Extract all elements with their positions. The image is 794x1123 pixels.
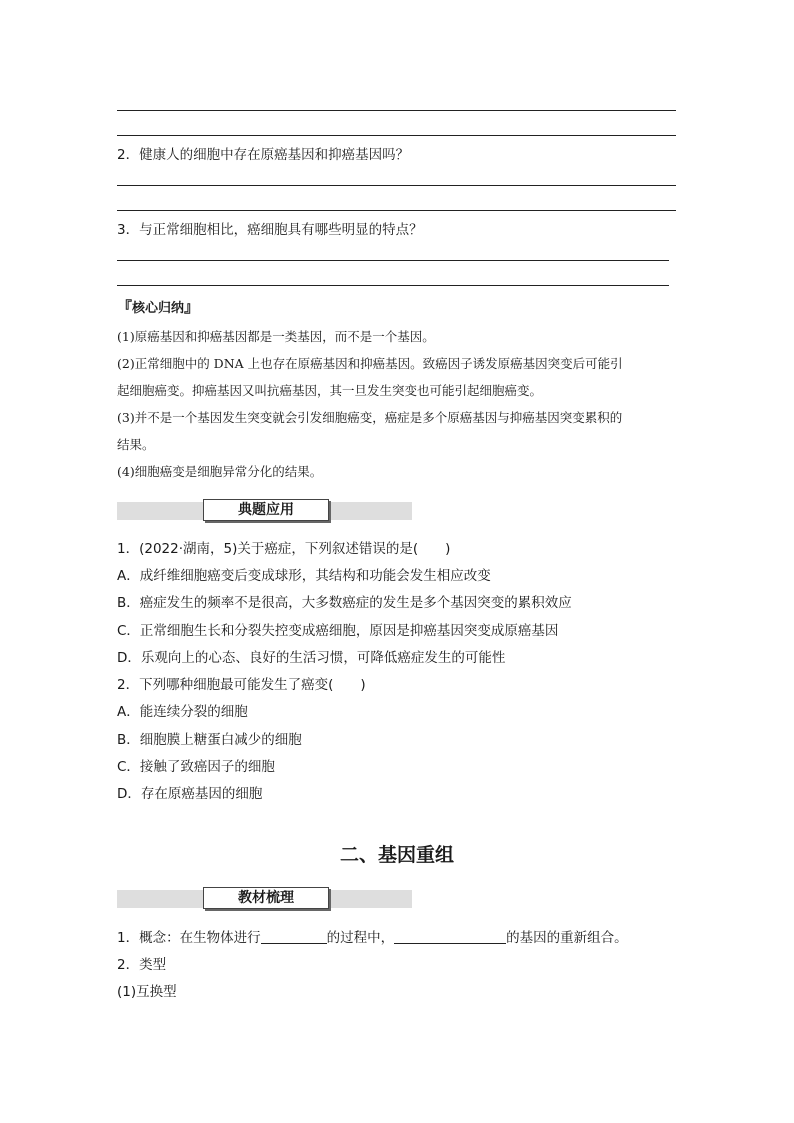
section-header-material xyxy=(117,890,412,908)
question-2: 2．健康人的细胞中存在原癌基因和抑癌基因吗？ xyxy=(117,147,410,163)
core-point-2-cont: 起细胞癌变。抑癌基因又叫抗癌基因，其一旦发生突变也可能引起细胞癌变。 xyxy=(117,383,543,398)
bracket-right-icon: 』 xyxy=(184,298,200,316)
option-c: C．接触了致癌因子的细胞 xyxy=(117,759,275,775)
core-point-3: (3)并不是一个基因发生突变就会引发细胞癌变，癌症是多个原癌基因与抑癌基因突变累积的 xyxy=(117,410,623,425)
answer-line xyxy=(117,135,676,136)
option-b: B．癌症发生的频率不是很高，大多数癌症的发生是多个基因突变的累积效应 xyxy=(117,595,572,611)
answer-line xyxy=(117,285,669,286)
answer-line xyxy=(117,110,676,111)
fill-blank[interactable] xyxy=(261,929,327,944)
question-1: 1．(2022·湖南，5)关于癌症，下列叙述错误的是( ) xyxy=(117,541,451,557)
option-b: B．细胞膜上糖蛋白减少的细胞 xyxy=(117,732,302,748)
core-summary-title: 『核心归纳』 xyxy=(117,298,200,316)
option-d: D．乐观向上的心态、良好的生活习惯，可降低癌症发生的可能性 xyxy=(117,650,506,666)
section-heading: 二、基因重组 xyxy=(339,844,454,866)
fill-blank[interactable] xyxy=(394,929,506,944)
core-point-3-cont: 结果。 xyxy=(117,437,155,452)
answer-line xyxy=(117,185,676,186)
section-label: 典题应用 xyxy=(203,499,329,521)
bracket-left-icon: 『 xyxy=(117,298,133,316)
type-heading: 2．类型 xyxy=(117,957,167,973)
option-c: C．正常细胞生长和分裂失控变成癌细胞，原因是抑癌基因突变成原癌基因 xyxy=(117,623,559,639)
section-header-typical xyxy=(117,502,412,520)
core-point-1: (1)原癌基因和抑癌基因都是一类基因，而不是一个基因。 xyxy=(117,329,435,344)
question-2: 2．下列哪种细胞最可能发生了癌变( ) xyxy=(117,677,366,693)
option-a: A．成纤维细胞癌变后变成球形，其结构和功能会发生相应改变 xyxy=(117,568,491,584)
option-a: A．能连续分裂的细胞 xyxy=(117,704,248,720)
core-point-2: (2)正常细胞中的 DNA 上也存在原癌基因和抑癌基因。致癌因子诱发原癌基因突变后可能引 xyxy=(117,356,623,371)
answer-line xyxy=(117,260,669,261)
answer-line xyxy=(117,210,676,211)
section-label: 教材梳理 xyxy=(203,887,329,909)
question-3: 3．与正常细胞相比，癌细胞具有哪些明显的特点？ xyxy=(117,222,423,238)
option-d: D．存在原癌基因的细胞 xyxy=(117,786,263,802)
core-point-4: (4)细胞癌变是细胞异常分化的结果。 xyxy=(117,464,323,479)
type-item: (1)互换型 xyxy=(117,984,177,1000)
concept-line: 1．概念：在生物体进行 的过程中， 的基因的重新组合。 xyxy=(117,930,628,946)
